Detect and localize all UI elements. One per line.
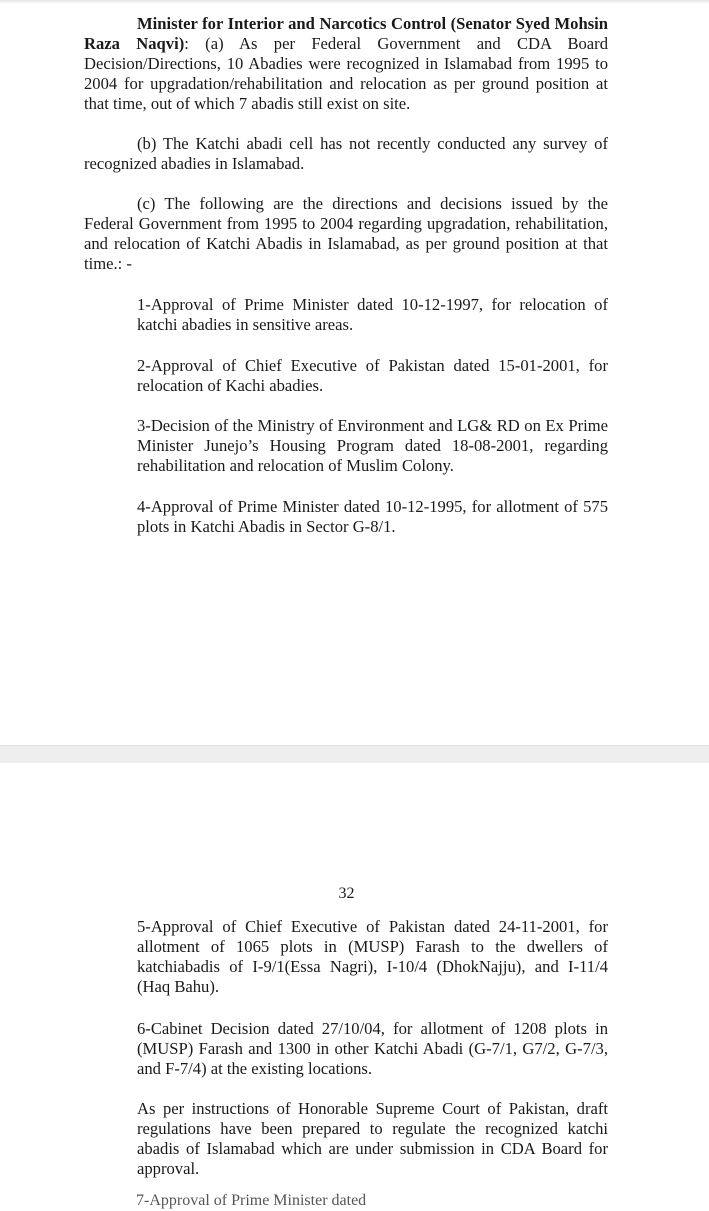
decision-item-6: 6-Cabinet Decision dated 27/10/04, for allotment of 1208 plots in (MUSP) Farash and 1300 in other Katchi Abadi (G-7/1, G7/2, G-7/3, and F-7/4) at the existing locations. [137,1019,608,1078]
answer-part-c: (c) The following are the directions and decisions issued by the Federal Government from 1995 to 2004 regarding upgradation, rehabilitation, and relocation of Katchi Abadis in Islamabad, as per ground position at that time.: - [84,194,608,273]
decision-item-5: 5-Approval of Chief Executive of Pakistan dated 24-11-2001, for allotment of 1065 plots in (MUSP) Farash to the dwellers of katchiabadis of I-9/1(Essa Nagri), I-10/4 (DhokNajju), and I-11/4 (Haq Bahu). [137,917,608,996]
answer-part-a-text: : (a) As per Federal Government and CDA Board Decision/Directions, 10 Abadies were recognized in Islamabad from 1995 to 2004 for upgradation/rehabilitation and relocation as per ground position at that time, out of which 7 abadis still exist on site. [84,34,608,113]
document-page-lower [0,763,709,1209]
answer-part-b: (b) The Katchi abadi cell has not recently conducted any survey of recognized abadies in Islamabad. [84,134,608,173]
minister-name: Minister for Interior and Narcotics Control (Senator Syed Mohsin Raza Naqvi) [84,14,608,53]
decision-item-1: 1-Approval of Prime Minister dated 10-12-1997, for relocation of katchi abadies in sensitive areas. [137,295,608,334]
supreme-court-note: As per instructions of Honorable Supreme Court of Pakistan, draft regulations have been prepared to regulate the recognized katchi abadis of Islamabad which are under submission in CDA Board for approval. [137,1099,608,1178]
page-separator [0,745,709,764]
decision-item-3: 3-Decision of the Ministry of Environment and LG& RD on Ex Prime Minister Junejo’s Housing Program dated 18-08-2001, regarding rehabilitation and relocation of Muslim Colony. [137,416,608,475]
decision-item-4: 4-Approval of Prime Minister dated 10-12-1995, for allotment of 575 plots in Katchi Abadis in Sector G-8/1. [137,497,608,536]
cut-off-text-line: 7-Approval of Prime Minister dated [136,1192,367,1209]
page-number: 32 [338,885,355,902]
page-top-edge [0,0,709,4]
decision-item-2: 2-Approval of Chief Executive of Pakistan dated 15-01-2001, for relocation of Kachi abadies. [137,356,608,395]
answer-part-a [84,14,608,114]
